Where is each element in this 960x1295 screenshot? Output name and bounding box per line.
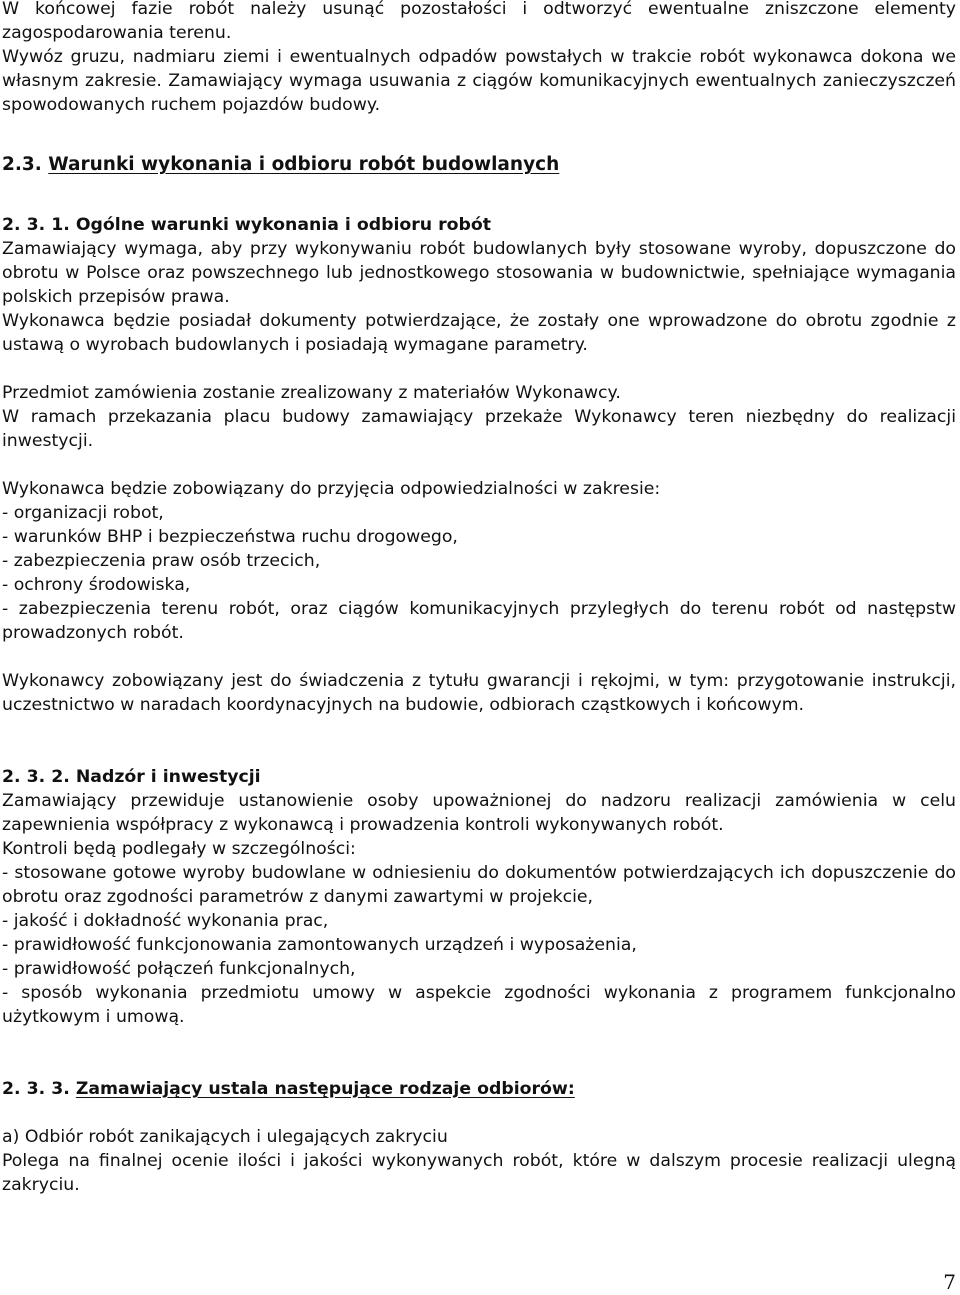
acceptance-item-a-description: Polega na finalnej ocenie ilości i jakości wykonywanych robót, które w dalszym procesie realizacji ulegną zakryciu. <box>2 1151 956 1195</box>
subsection-1-paragraph-1: Zamawiający wymaga, aby przy wykonywaniu robót budowlanych były stosowane wyroby, dopuszczone do obrotu w Polsce oraz powszechnego lub jednostkowego stosowania w budownictwie, spełniające wymagania polskich przepisów prawa. <box>2 239 956 307</box>
responsibility-intro: Wykonawca będzie zobowiązany do przyjęcia odpowiedzialności w zakresie: <box>2 479 661 499</box>
subsection-2-paragraph-1: Zamawiający przewiduje ustanowienie osoby upoważnionej do nadzoru realizacji zamówienia w celu zapewnienia współpracy z wykonawcą i prowadzenia kontroli wykonywanych robót. <box>2 791 956 835</box>
subsection-2-number: 2. 3. 2. <box>2 767 70 787</box>
control-intro: Kontroli będą podlegały w szczególności: <box>2 839 356 859</box>
responsibility-item: - ochrony środowiska, <box>2 575 191 595</box>
subsection-1-heading <box>2 213 956 237</box>
control-item: - stosowane gotowe wyroby budowlane w odniesieniu do dokumentów potwierdzających ich dopuszczenie do obrotu oraz zgodności parametrów z danymi zawartymi w projekcie, <box>2 863 956 907</box>
subsection-2-title: Nadzór i inwestycji <box>75 767 261 787</box>
responsibility-item: - zabezpieczenia praw osób trzecich, <box>2 551 321 571</box>
control-item: - sposób wykonania przedmiotu umowy w aspekcie zgodności wykonania z programem funkcjonalno użytkowym i umową. <box>2 983 956 1027</box>
page-number: 7 <box>943 1270 956 1294</box>
acceptance-item-a: a) Odbiór robót zanikających i ulegających zakryciu <box>2 1127 448 1147</box>
document-page <box>2 0 956 1197</box>
subsection-1-title: Ogólne warunki wykonania i odbioru robót <box>75 215 492 235</box>
section-number: 2.3. <box>2 154 42 175</box>
intro-paragraph-2: Wywóz gruzu, nadmiaru ziemi i ewentualnych odpadów powstałych w trakcie robót wykonawca dokona we własnym zakresie. Zamawiający wymaga usuwania z ciągów komunikacyjnych ewentualnych zanieczyszczeń spowodowanych ruchem pojazdów budowy. <box>2 47 956 115</box>
subsection-3-heading <box>2 1077 956 1101</box>
responsibility-item: - organizacji robot, <box>2 503 164 523</box>
subsection-1-paragraph-3: Przedmiot zamówienia zostanie zrealizowany z materiałów Wykonawcy. <box>2 383 621 403</box>
subsection-1-number: 2. 3. 1. <box>2 215 70 235</box>
control-item: - prawidłowość połączeń funkcjonalnych, <box>2 959 356 979</box>
subsection-1-paragraph-2: Wykonawca będzie posiadał dokumenty potwierdzające, że zostały one wprowadzone do obrotu zgodnie z ustawą o wyrobach budowlanych i posiadają wymagane parametry. <box>2 311 956 355</box>
intro-paragraph-1: W końcowej fazie robót należy usunąć pozostałości i odtworzyć ewentualne zniszczone elementy zagospodarowania terenu. <box>2 0 956 43</box>
subsection-3-number: 2. 3. 3. <box>2 1079 70 1099</box>
control-item: - jakość i dokładność wykonania prac, <box>2 911 329 931</box>
control-item: - prawidłowość funkcjonowania zamontowanych urządzeń i wyposażenia, <box>2 935 637 955</box>
responsibility-item: - zabezpieczenia terenu robót, oraz ciągów komunikacyjnych przyległych do terenu robót od następstw prowadzonych robót. <box>2 599 956 643</box>
section-heading <box>2 153 956 177</box>
responsibility-item: - warunków BHP i bezpieczeństwa ruchu drogowego, <box>2 527 458 547</box>
subsection-1-paragraph-5: Wykonawcy zobowiązany jest do świadczenia z tytułu gwarancji i rękojmi, w tym: przygotowanie instrukcji, uczestnictwo w naradach koordynacyjnych na budowie, odbiorach cząstkowych i końcowym. <box>2 671 956 715</box>
subsection-2-heading <box>2 765 956 789</box>
subsection-1-paragraph-4: W ramach przekazania placu budowy zamawiający przekaże Wykonawcy teren niezbędny do realizacji inwestycji. <box>2 407 956 451</box>
section-title: Warunki wykonania i odbioru robót budowlanych <box>48 154 560 175</box>
subsection-3-title: Zamawiający ustala następujące rodzaje odbiorów: <box>75 1079 575 1099</box>
